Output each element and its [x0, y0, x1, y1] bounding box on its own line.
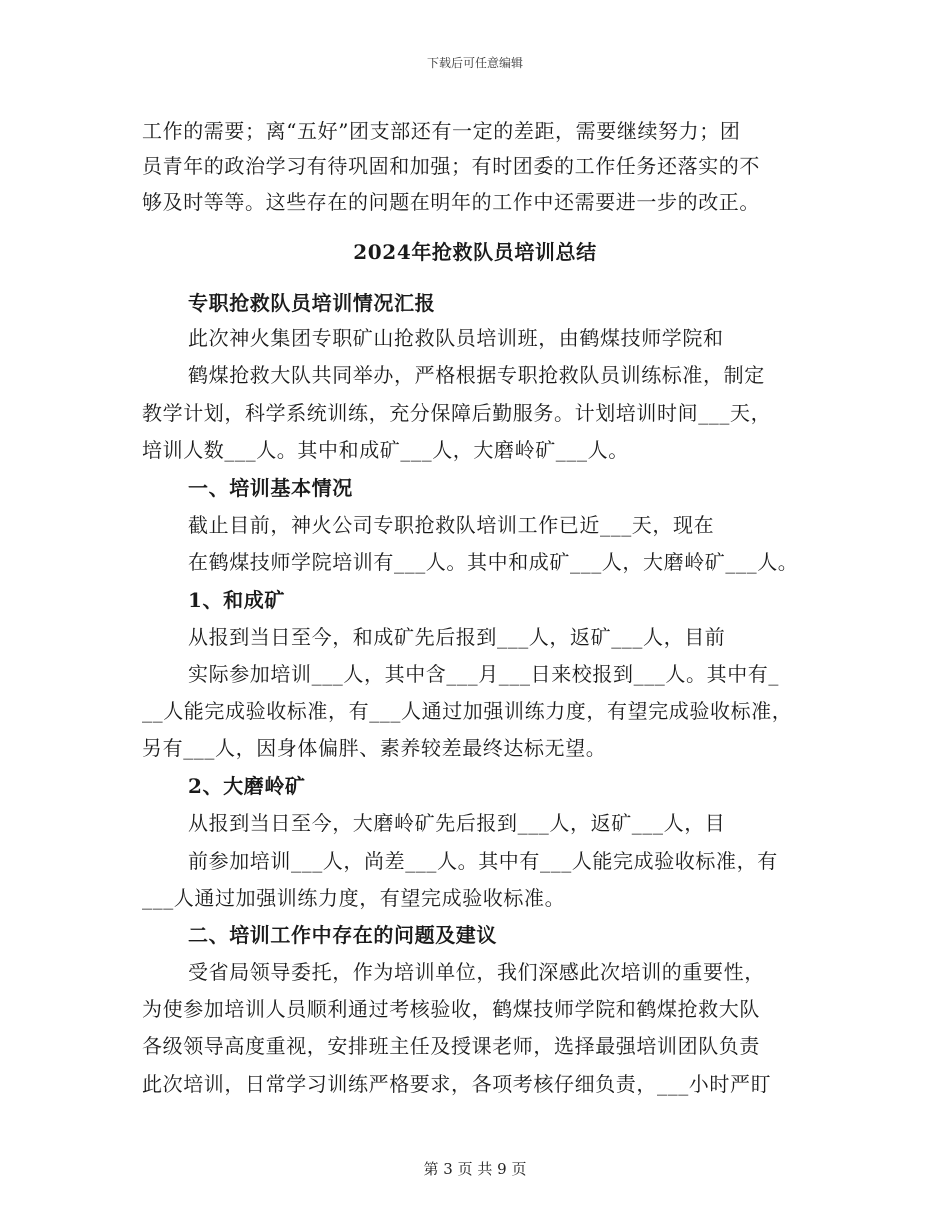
- section-heading: 一、培训基本情况: [188, 476, 353, 500]
- body-line: 从报到当日至今，和成矿先后报到___人，返矿___人，目前: [188, 625, 726, 649]
- body-line: 此次神火集团专职矿山抢救队员培训班，由鹤煤技师学院和: [188, 326, 724, 350]
- section-heading: 二、培训工作中存在的问题及建议: [188, 923, 497, 947]
- body-line: 员青年的政治学习有待巩固和加强；有时团委的工作任务还落实的不: [142, 154, 760, 178]
- body-line: 为使参加培训人员顺利通过考核验收，鹤煤技师学院和鹤煤抢救大队: [142, 997, 760, 1021]
- body-line: 工作的需要；离“五好”团支部还有一定的差距，需要继续努力；团: [142, 119, 741, 143]
- body-line: 培训人数___人。其中和成矿___人，大磨岭矿___人。: [142, 438, 629, 462]
- body-line: ___人通过加强训练力度，有望完成验收标准。: [142, 886, 566, 910]
- body-line: 截止目前，神火公司专职抢救队培训工作已近___天，现在: [188, 513, 715, 537]
- body-line: 此次培训，日常学习训练严格要求，各项考核仔细负责，___小时严盯: [142, 1072, 772, 1096]
- body-line: __人能完成验收标准，有___人通过加强训练力度，有望完成验收标准，: [142, 699, 793, 723]
- body-line: 各级领导高度重视，安排班主任及授课老师，选择最强培训团队负责: [142, 1034, 760, 1058]
- body-line: 从报到当日至今，大磨岭矿先后报到___人，返矿___人，目: [188, 811, 726, 835]
- document-title: 2024年抢救队员培训总结: [353, 240, 597, 264]
- section-heading: 1、和成矿: [188, 588, 285, 612]
- body-line: 前参加培训___人，尚差___人。其中有___人能完成验收标准，有: [188, 849, 778, 873]
- subtitle: 专职抢救队员培训情况汇报: [188, 291, 436, 315]
- body-line: 教学计划，科学系统训练，充分保障后勤服务。计划培训时间___天，: [142, 401, 772, 425]
- page-header: 下载后可任意编辑: [426, 56, 523, 70]
- body-line: 实际参加培训___人，其中含___月___日来校报到___人。其中有_: [188, 662, 779, 686]
- body-line: 在鹤煤技师学院培训有___人。其中和成矿___人，大磨岭矿___人。: [188, 550, 799, 574]
- body-line: 够及时等等。这些存在的问题在明年的工作中还需要进一步的改正。: [142, 190, 760, 214]
- body-line: 鹤煤抢救大队共同举办，严格根据专职抢救队员训练标准，制定: [188, 363, 765, 387]
- section-heading: 2、大磨岭矿: [188, 774, 306, 798]
- body-line: 另有___人，因身体偏胖、素养较差最终达标无望。: [142, 736, 607, 760]
- body-line: 受省局领导委托，作为培训单位，我们深感此次培训的重要性，: [188, 960, 765, 984]
- page-footer: 第 3 页 共 9 页: [423, 1160, 527, 1178]
